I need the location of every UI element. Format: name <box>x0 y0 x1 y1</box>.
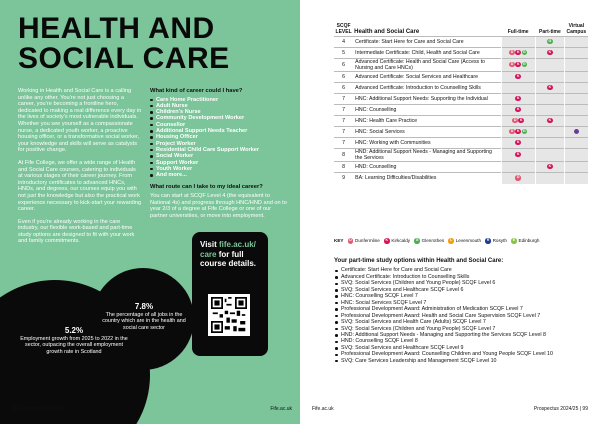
career-item: Counsellor <box>150 122 290 128</box>
campus-badge-icon: G <box>522 128 526 133</box>
table-row <box>334 72 588 83</box>
course-name[interactable]: BA: Learning Difficulties/Disabilities <box>353 173 501 184</box>
key-item <box>448 238 481 244</box>
qr-code[interactable] <box>208 294 250 336</box>
courses-table <box>334 22 588 184</box>
career-item: Support Worker <box>150 160 290 166</box>
scqf-level: 5 <box>334 48 353 59</box>
course-name[interactable]: HND: Additional Support Needs - Managing and Supporting the Services <box>353 149 501 162</box>
campus-badge-icon: D <box>510 49 514 54</box>
career-item: Housing Officer <box>150 134 290 140</box>
campus-badge-icon: G <box>522 49 526 54</box>
list-item: HNC: Counselling SCQF Level 7 <box>334 293 590 299</box>
part-time-heading: Your part-time study options within Health and Social Care: <box>334 258 504 264</box>
mode-pt <box>535 83 565 94</box>
table-row <box>334 149 588 162</box>
list-item: Professional Development Award: Administration of Medication SCQF Level 7 <box>334 306 590 312</box>
career-item: Youth Worker <box>150 166 290 172</box>
mode-vc <box>565 59 588 72</box>
visit-card: Visit fife.ac.uk/ care for full course details. <box>192 232 268 356</box>
scqf-level: 4 <box>334 37 353 48</box>
mode-pt <box>535 48 565 59</box>
scqf-level: 6 <box>334 83 353 94</box>
right-footer <box>312 406 588 412</box>
mode-vc <box>565 162 588 173</box>
campus-badge-icon: D <box>510 61 514 66</box>
campus-badge-icon: K <box>516 61 520 66</box>
intro-paragraph: Even if you’re already working in the care industry, our flexible work-based and part-time study options are designed to fit with your work and family commitments. <box>18 218 135 245</box>
campus-badge-icon: K <box>519 117 523 122</box>
course-name[interactable]: Advanced Certificate: Health and Social Care (Access to Nursing and Care HNCs) <box>353 59 501 72</box>
campus-badge-icon: D <box>510 128 514 133</box>
mode-pt <box>535 37 565 48</box>
key-item <box>511 238 540 244</box>
mode-vc <box>565 83 588 94</box>
campus-badge-icon: K <box>516 49 520 54</box>
course-name[interactable]: HNC: Counselling <box>353 105 501 116</box>
campus-badge-icon: D <box>349 238 352 242</box>
mode-ft <box>501 59 535 72</box>
page-number: Prospectus 2024/25 | 99 <box>533 406 588 412</box>
table-row <box>334 116 588 127</box>
route-heading: What route can I take to my ideal career? <box>150 184 263 191</box>
table-row <box>334 173 588 184</box>
mode-vc <box>565 138 588 149</box>
mode-vc <box>565 37 588 48</box>
campus-badge-icon: D <box>516 175 520 180</box>
scqf-level: 7 <box>334 94 353 105</box>
mode-vc <box>565 94 588 105</box>
scqf-level: 7 <box>334 138 353 149</box>
campus-badge-icon: E <box>512 238 516 242</box>
key-campus-name: Glenrothes <box>421 238 445 244</box>
mode-ft <box>501 162 535 173</box>
mode-pt <box>535 72 565 83</box>
col-full-time: Full-time <box>507 29 529 35</box>
course-name[interactable]: HNC: Health Care Practice <box>353 116 501 127</box>
list-item: SVQ: Social Services and Healthcare SCQF Level 6 <box>334 287 590 293</box>
mode-pt <box>535 105 565 116</box>
course-name[interactable]: Intermediate Certificate: Child, Health and Social Care <box>353 48 501 59</box>
intro-paragraph: Working in Health and Social Care is a calling unlike any other. You’re not just choosing a career, you’re becoming a frontline hero, dedicated to making a real difference every day in the lives of society’s most vulnerable individuals. Whether you see yourself as a compassionate nurse, a dedicated youth worker, a proactive housing officer, or a transformative social worker, your knowledge and skills will serve as catalysts for positive change. <box>18 88 142 154</box>
list-item: SVQ: Social Services (Children and Young People) SCQF Level 7 <box>334 326 590 332</box>
list-item: HND: Additional Support Needs - Managing and Supporting the Services SCQF Level 8 <box>334 332 590 338</box>
mode-ft <box>501 72 535 83</box>
part-time-options <box>334 258 590 364</box>
campus-badge-icon: K <box>516 106 520 111</box>
campus-key <box>334 238 590 244</box>
career-item: And more... <box>150 172 290 178</box>
table-row <box>334 138 588 149</box>
campus-badge-icon: D <box>513 117 517 122</box>
key-campus-name: Kirkcaldy <box>391 238 411 244</box>
list-item: HNC: Social Services SCQF Level 7 <box>334 300 590 306</box>
campus-badge-icon: K <box>548 163 552 168</box>
campus-badge-icon: K <box>516 151 520 156</box>
scqf-level: 8 <box>334 149 353 162</box>
table-row <box>334 94 588 105</box>
mode-ft <box>501 149 535 162</box>
key-campus-name: Edinburgh <box>518 238 540 244</box>
mode-ft <box>501 105 535 116</box>
mode-ft <box>501 94 535 105</box>
career-item: Adult Nurse <box>150 103 290 109</box>
intro-paragraph: At Fife College, we offer a wide range of Health and Social Care courses, catering to individuals at various stages of their career journey. From introductory certificates to advanced HNCs, HNDs, and degrees, our courses equip you with not just the knowledge but also the practical work experience necessary to kick-start your rewarding career. <box>18 159 142 213</box>
stat-jobs-share <box>100 302 188 331</box>
table-row <box>334 162 588 173</box>
careers-column <box>150 88 290 219</box>
list-item: Professional Development Award: Health and Social Care Supervision SCQF Level 7 <box>334 313 590 319</box>
mode-ft <box>501 37 535 48</box>
mode-ft <box>501 48 535 59</box>
list-item: SVQ: Social Services and Healthcare SCQF Level 9 <box>334 345 590 351</box>
campus-badge-icon: K <box>516 73 520 78</box>
page-number: 98 | Prospectus 2024/25 <box>12 406 67 412</box>
campus-badge-icon: K <box>548 49 552 54</box>
site-link[interactable]: Fife.ac.uk <box>312 406 334 412</box>
mode-ft <box>501 116 535 127</box>
mode-ft <box>501 173 535 184</box>
mode-pt <box>535 127 565 138</box>
course-name[interactable]: HND: Counselling <box>353 162 501 173</box>
list-item: Advanced Certificate: Introduction to Counselling Skills <box>334 274 590 280</box>
col-virtual-campus: Virtual Campus <box>566 23 587 35</box>
scqf-level: 7 <box>334 116 353 127</box>
visit-link[interactable]: fife.ac.uk/ care <box>200 240 256 259</box>
page-title: HEALTH AND SOCIAL CARE <box>18 12 230 75</box>
campus-badge-icon: K <box>516 139 520 144</box>
stat-value: 5.2% <box>64 326 84 335</box>
list-item: SVQ: Social Services (Children and Young People) SCQF Level 6 <box>334 280 590 286</box>
col-part-time: Part-time <box>539 29 561 35</box>
campus-badge-icon: K <box>385 238 389 242</box>
mode-pt <box>535 149 565 162</box>
list-item: HND: Counselling SCQF Level 8 <box>334 338 590 344</box>
scqf-level: 7 <box>334 127 353 138</box>
career-item: Social Worker <box>150 153 290 159</box>
mode-ft <box>501 138 535 149</box>
course-name[interactable]: HNC: Social Services <box>353 127 501 138</box>
stat-text: Employment growth from 2025 to 2022 in the sector, outpacing the overall employment growth rate in Scotland <box>20 336 128 355</box>
table-row <box>334 37 588 48</box>
career-item: Additional Support Needs Teacher <box>150 128 290 134</box>
key-item <box>384 238 410 244</box>
table-row <box>334 105 588 116</box>
course-name[interactable]: Advanced Certificate: Social Services and Healthcare <box>353 72 501 83</box>
campus-badge-icon: K <box>548 117 552 122</box>
key-item <box>347 238 379 244</box>
key-item <box>414 238 444 244</box>
mode-pt <box>535 162 565 173</box>
mode-pt <box>535 59 565 72</box>
career-item: Project Worker <box>150 141 290 147</box>
career-item: Children’s Nurse <box>150 109 290 115</box>
scqf-level: 9 <box>334 173 353 184</box>
list-item: Professional Development Award: Counselling Children and Young People SCQF Level 10 <box>334 351 590 357</box>
stat-text: The percentage of all jobs in the country which are in the health and social care sector <box>102 312 186 331</box>
campus-badge-icon: K <box>516 95 520 100</box>
stat-value: 7.8% <box>134 302 154 311</box>
campus-badge-icon: G <box>522 61 526 66</box>
campus-badge-icon: K <box>548 84 552 89</box>
scqf-level: 7 <box>334 105 353 116</box>
table-row <box>334 48 588 59</box>
mode-ft <box>501 127 535 138</box>
campus-badge-icon: K <box>516 128 520 133</box>
key-campus-name: Dunfermline <box>355 238 380 244</box>
list-item: SVQ: Social Services and Health Care (Adults) SCQF Level 7 <box>334 319 590 325</box>
scqf-level: 6 <box>334 59 353 72</box>
careers-heading: What kind of career could I have? <box>150 88 243 94</box>
list-item: SVQ: Care Services Leadership and Management SCQF Level 10 <box>334 358 590 364</box>
scqf-level: 8 <box>334 162 353 173</box>
mode-pt <box>535 94 565 105</box>
campus-badge-icon: G <box>548 38 552 43</box>
right-page <box>300 0 600 424</box>
route-text: You can start at SCQF Level 4 (the equivalent to National 4s) and progress through HNC/HND and on to year 2/3 of a degree at Fife College or one of our partner universities, or move into employment. <box>150 193 287 219</box>
mode-ft <box>501 83 535 94</box>
mode-vc <box>565 48 588 59</box>
course-name[interactable]: HNC: Additional Support Needs: Supporting the Individual <box>353 94 501 105</box>
mode-vc <box>565 72 588 83</box>
mode-pt <box>535 138 565 149</box>
mode-pt <box>535 116 565 127</box>
list-item: Certificate: Start Here for Care and Social Care <box>334 267 590 273</box>
mode-vc <box>565 173 588 184</box>
course-name[interactable]: Certificate: Start Here for Care and Social Care <box>353 37 501 48</box>
career-item: Community Development Worker <box>150 115 290 121</box>
scqf-level: 6 <box>334 72 353 83</box>
campus-badge-icon: R <box>486 238 490 242</box>
course-name[interactable]: HNC: Working with Communities <box>353 138 501 149</box>
key-campus-name: Rosyth <box>492 238 507 244</box>
key-campus-name: Levenmouth <box>455 238 482 244</box>
site-link[interactable]: Fife.ac.uk <box>270 406 292 412</box>
career-item: Care Home Practitioner <box>150 97 290 103</box>
mode-pt <box>535 173 565 184</box>
left-footer <box>12 406 292 412</box>
campus-badge-icon <box>574 129 580 135</box>
key-label: KEY <box>334 238 344 244</box>
table-row <box>334 83 588 94</box>
col-course: Health and Social Care <box>354 29 420 35</box>
mode-vc <box>565 105 588 116</box>
part-time-list <box>334 267 590 364</box>
campus-badge-icon: G <box>415 238 419 242</box>
intro-text <box>18 88 142 251</box>
campus-badge-icon: L <box>450 238 453 242</box>
key-item <box>485 238 507 244</box>
career-item: Residential Child Care Support Worker <box>150 147 290 153</box>
mode-vc <box>565 149 588 162</box>
table-row <box>334 127 588 138</box>
careers-list <box>150 97 290 179</box>
mode-vc <box>565 116 588 127</box>
table-row <box>334 59 588 72</box>
course-name[interactable]: Advanced Certificate: Introduction to Counselling Skills <box>353 83 501 94</box>
col-level: SCQF LEVEL <box>335 23 352 35</box>
mode-vc <box>565 127 588 138</box>
